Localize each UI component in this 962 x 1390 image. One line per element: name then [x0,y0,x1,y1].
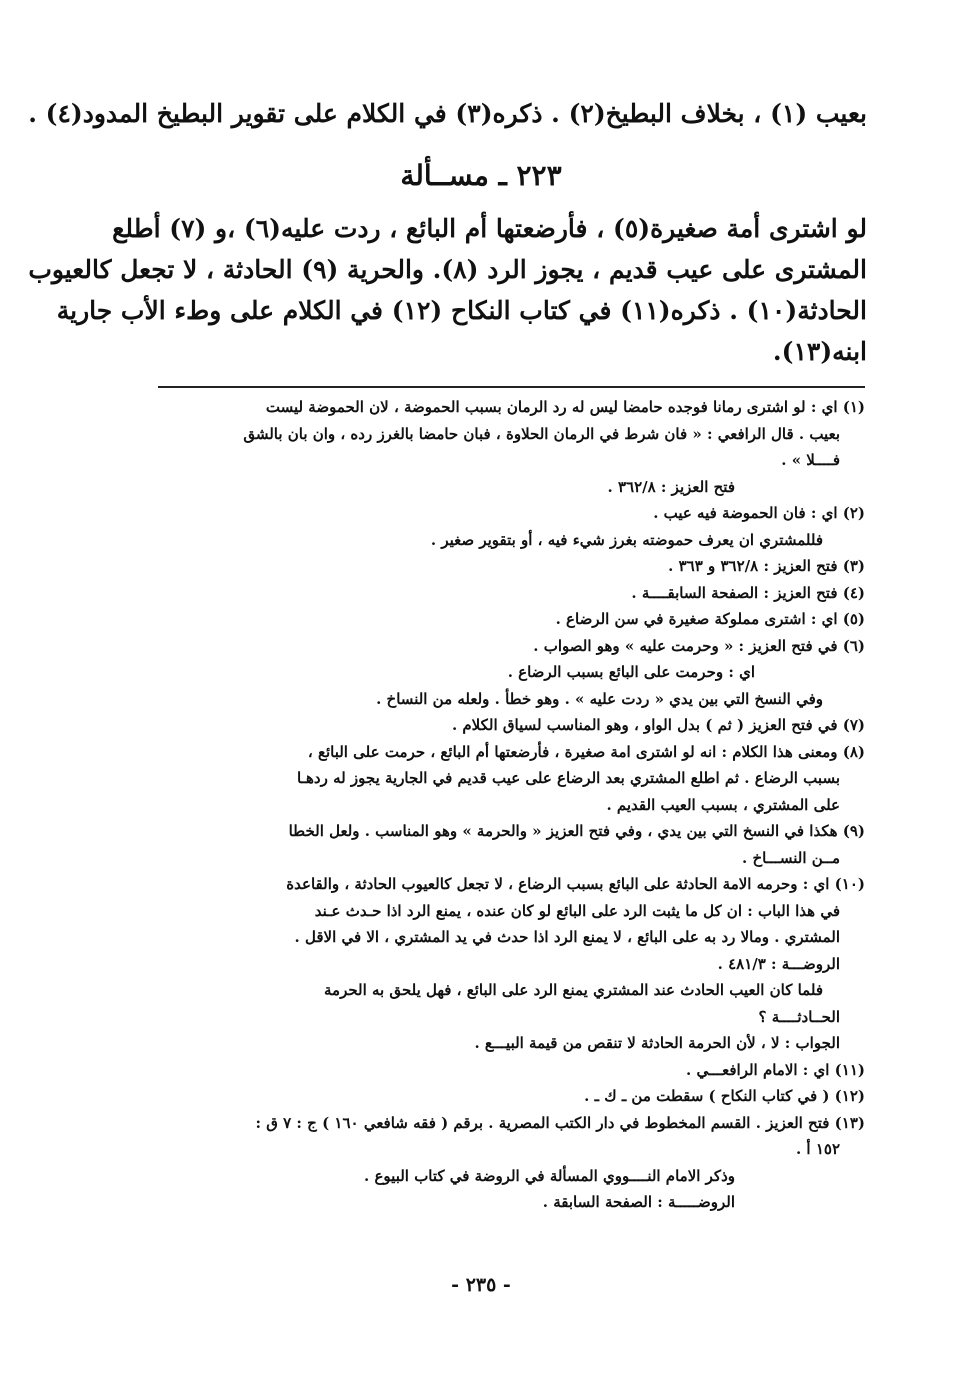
footnote-line: وفي النسخ التي بين يدي « ردت عليه » . وهو خطأ . ولعله من النساخ . [376,689,823,708]
footnote-line: الحــادثــــة ؟ [758,1007,840,1026]
footnote-line: على المشتري ، بسبب العيب القديم . [606,795,840,814]
footnote-line: الروضـــــة : الصفحة السابقة . [542,1193,735,1211]
footnote-line: (١٣) فتح العزيز . القسم المخطوط في دار الكتب المصرية . برقم ( فقه شافعي ١٦٠ ) ج : ٧ ق : [255,1113,865,1132]
footnote-line: فــــلا » . [781,451,840,469]
footnote-line: بسبب الرضاع . ثم اطلع المشتري بعد الرضاع على عيب قديم في الجارية يجوز له ردهـا [297,769,840,787]
footnote-line: (١٢) ( في كتاب النكاح ) سقطت من ـ ك ـ . [584,1087,865,1105]
footnote-line: (٢) اي : فان الحموضة فيه عيب . [653,504,865,522]
footnote-line: ١٥٢ أ . [795,1140,840,1158]
footnote-line: (٩) هكذا في النسخ التي بين يدي ، وفي فتح العزيز « والحرمة » وهو المناسب . ولعل الخطا [288,822,865,840]
footnote-line: فتح العزيز : ٣٦٢/٨ . [607,477,735,496]
body-line: الحادثة(١٠) . ذكره(١١) في كتاب النكاح (١٢) في الكلام على وطء الأب جارية [56,296,867,325]
body-line: لو اشترى أمة صغيرة(٥) ، فأرضعتها أم البائع ، ردت عليه(٦) ،و (٧) أطلع [112,214,867,243]
footnote-line: (٨) ومعنى هذا الكلام : انه لو اشترى امة صغيرة ، فأرضعتها أم البائع ، حرمت على البائع ، [307,742,865,761]
footnote-line: (١) اي : لو اشترى رمانا فوجده حامضا ليس له رد الرمان بسبب الحموضة ، لان الحموضة ليست [265,398,865,416]
footnote-line: (٥) اي : اشترى مملوكة صغيرة في سن الرضاع . [555,610,865,628]
body-line: المشترى على عيب قديم ، يجوز الرد (٨). والحرية (٩) الحادثة ، لا تجعل كالعيوب [28,255,867,284]
footnote-line: بعيب . قال الرافعي : « فان شرط في الرمان الحلاوة ، فبان حامضا بالغرز رده ، وان بان بالشق [243,424,840,443]
footnote-line: (١٠) اي : وحرمه الامة الحادثة على البائع بسبب الرضاع ، لا تجعل كالعيوب الحادثة ، والقاعدة [286,875,865,893]
body-text [28,208,867,372]
section-heading: ٢٢٣ ـ مســألة [400,159,562,192]
footnote-line: فلما كان العيب الحادث عند المشتري يمنع الرد على البائع ، فهل يلحق به الحرمة [324,981,823,999]
footnote-line: اي : وحرمت على البائع بسبب الرضاع . [507,663,755,681]
footnote-line: وذكر الامام النــــووي المسألة في الروضة في كتاب البيوع . [364,1166,735,1185]
footnote-line: مــن النســـاخ . [742,848,840,867]
footnote-line: المشتري . ومالا رد به على البائع ، لا يمنع الرد اذا حدث في يد المشتري ، الا في الاقل . [294,928,840,946]
footnote-separator [158,386,865,388]
page-number: - ٢٣٥ - [451,1274,511,1296]
footnote-line: (٧) في فتح العزيز ( ثم ) بدل الواو ، وهو المناسب لسياق الكلام . [451,716,865,734]
footnote-line: الروضـــة : ٤٨١/٣ . [717,954,840,973]
footnote-line: (٦) في فتح العزيز : « وحرمت عليه » وهو الصواب . [533,636,865,655]
footnote-line: فللمشتري ان يعرف حموضته بغرز شيء فيه ، أو بتقوير صغير . [430,530,823,549]
footnote-line: (٤) فتح العزيز : الصفحة السابقــــة . [631,583,865,602]
footnotes [160,394,865,1216]
body-line: ابنه(١٣). [772,337,867,366]
footnote-line: (٣) فتح العزيز : ٣٦٢/٨ و ٣٦٣ . [668,557,865,575]
footnote-line: (١١) اي : الامام الرافعـــي . [686,1060,865,1079]
continuation-line: بعيب (١) ، بخلاف البطيخ(٢) . ذكره(٣) في الكلام على تقوير البطيخ المدود(٤) . [28,99,867,128]
footnote-line: الجواب : لا ، لأن الحرمة الحادثة لا تنقص من قيمة البيـــع . [474,1034,840,1052]
footnote-line: في هذا الباب : ان كل ما يثبت الرد على البائع لو كان عنده ، يمنع الرد اذا حـدث عـند [314,901,840,920]
